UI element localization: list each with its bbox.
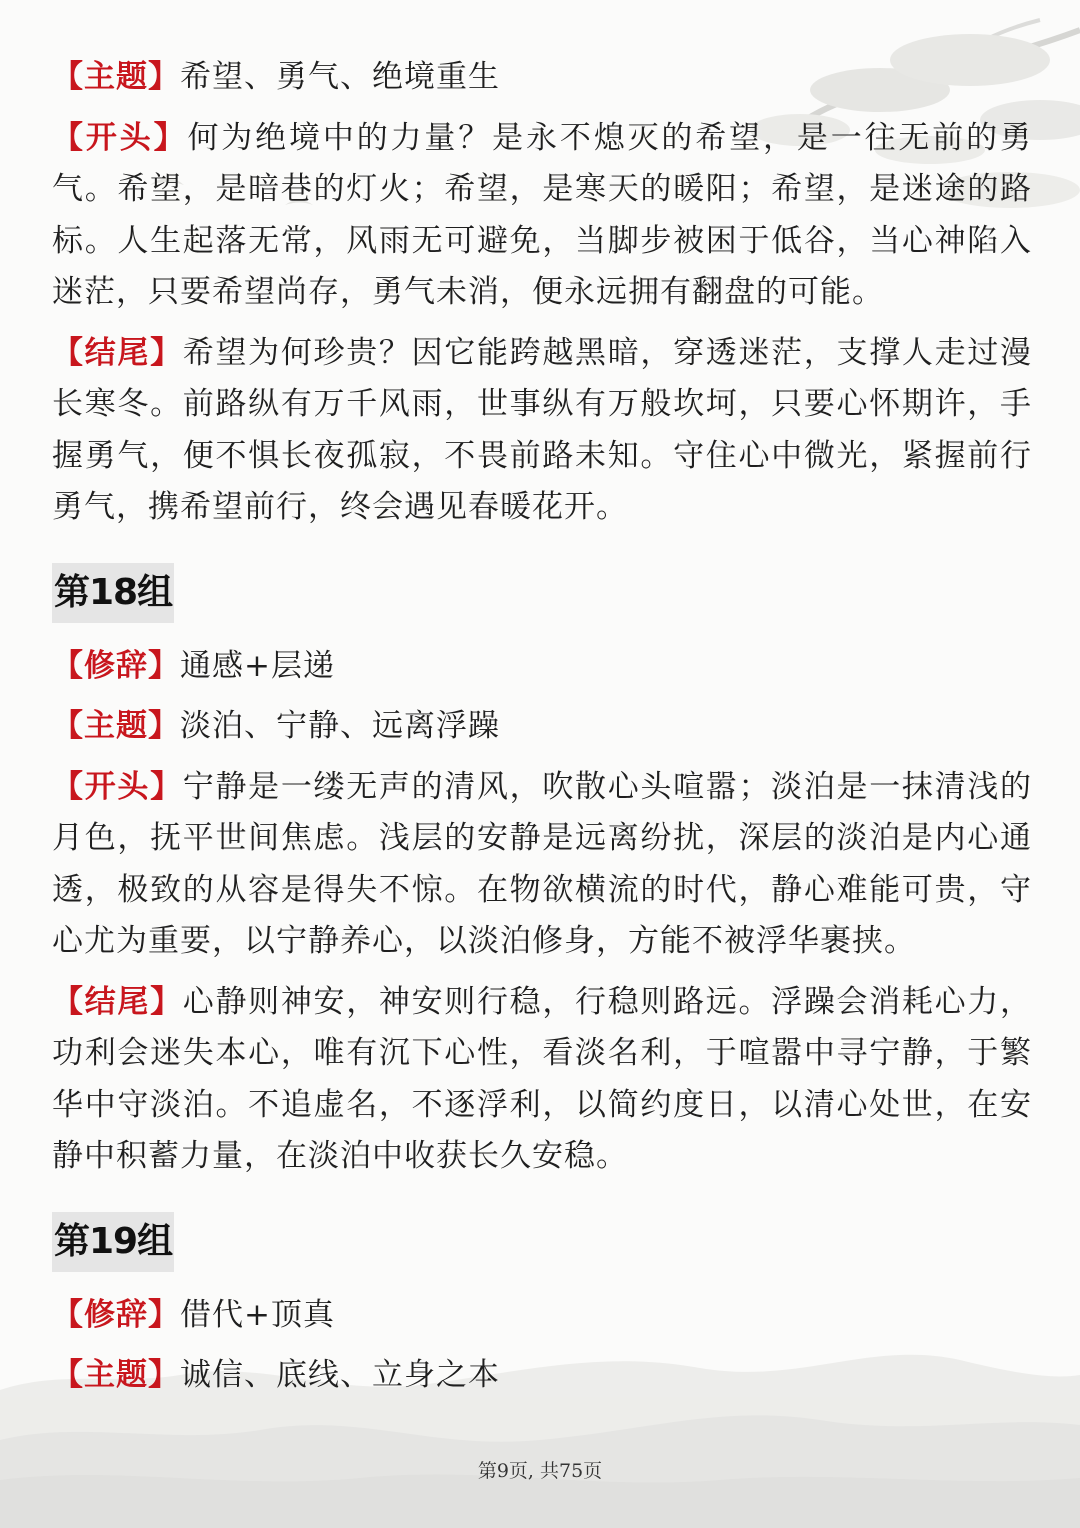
rhetoric-paragraph	[52, 641, 1032, 693]
ending-text: 心静则神安，神安则行稳，行稳则路远。浮躁会消耗心力，功利会迷失本心，唯有沉下心性，看淡名利，于喧嚣中寻宁静，于繁华中守淡泊。不追虚名，不逐浮利，以简约度日，以清心处世，在安静中积蓄力量，在淡泊中收获长久安稳。	[52, 983, 1033, 1174]
theme-text: 希望、勇气、绝境重生	[180, 59, 500, 95]
opening-paragraph	[52, 762, 1032, 968]
opening-label: 【开头】	[52, 119, 188, 156]
opening-text: 何为绝境中的力量？是永不熄灭的希望，是一往无前的勇气。希望，是暗巷的灯火；希望，是寒天的暖阳；希望，是迷途的路标。人生起落无常，风雨无可避免，当脚步被困于低谷，当心神陷入迷茫，只要希望尚存，勇气未消，便永远拥有翻盘的可能。	[52, 119, 1033, 310]
opening-text: 宁静是一缕无声的清风，吹散心头喧嚣；淡泊是一抹清浅的月色，抚平世间焦虑。浅层的安静是远离纷扰，深层的淡泊是内心通透，极致的从容是得失不惊。在物欲横流的时代，静心难能可贵，守心尤为重要，以宁静养心，以淡泊修身，方能不被浮华裹挟。	[52, 768, 1033, 959]
page-number: 第9页, 共75页	[477, 1460, 603, 1482]
document-body	[52, 52, 1032, 1411]
ending-label: 【结尾】	[52, 983, 183, 1020]
opening-paragraph	[52, 113, 1032, 319]
opening-label: 【开头】	[52, 768, 183, 805]
theme-paragraph	[52, 52, 1032, 104]
rhetoric-paragraph	[52, 1290, 1032, 1342]
group-18-title: 第18组	[52, 563, 174, 623]
theme-label: 【主题】	[52, 59, 180, 95]
ending-label: 【结尾】	[52, 334, 183, 371]
theme-label: 【主题】	[52, 708, 180, 744]
ending-paragraph	[52, 977, 1032, 1183]
group-19-title: 第19组	[52, 1212, 174, 1272]
theme-paragraph	[52, 701, 1032, 753]
ending-text: 希望为何珍贵？因它能跨越黑暗，穿透迷茫，支撑人走过漫长寒冬。前路纵有万千风雨，世事纵有万般坎坷，只要心怀期许，手握勇气，便不惧长夜孤寂，不畏前路未知。守住心中微光，紧握前行勇气，携希望前行，终会遇见春暖花开。	[52, 334, 1033, 525]
theme-paragraph	[52, 1350, 1032, 1402]
theme-text: 淡泊、宁静、远离浮躁	[180, 708, 500, 744]
ending-paragraph	[52, 328, 1032, 534]
rhetoric-label: 【修辞】	[52, 1296, 180, 1333]
theme-label: 【主题】	[52, 1357, 180, 1393]
rhetoric-label: 【修辞】	[52, 647, 180, 684]
theme-text: 诚信、底线、立身之本	[180, 1357, 500, 1393]
rhetoric-text: 借代+顶真	[180, 1296, 335, 1333]
rhetoric-text: 通感+层递	[180, 647, 335, 684]
